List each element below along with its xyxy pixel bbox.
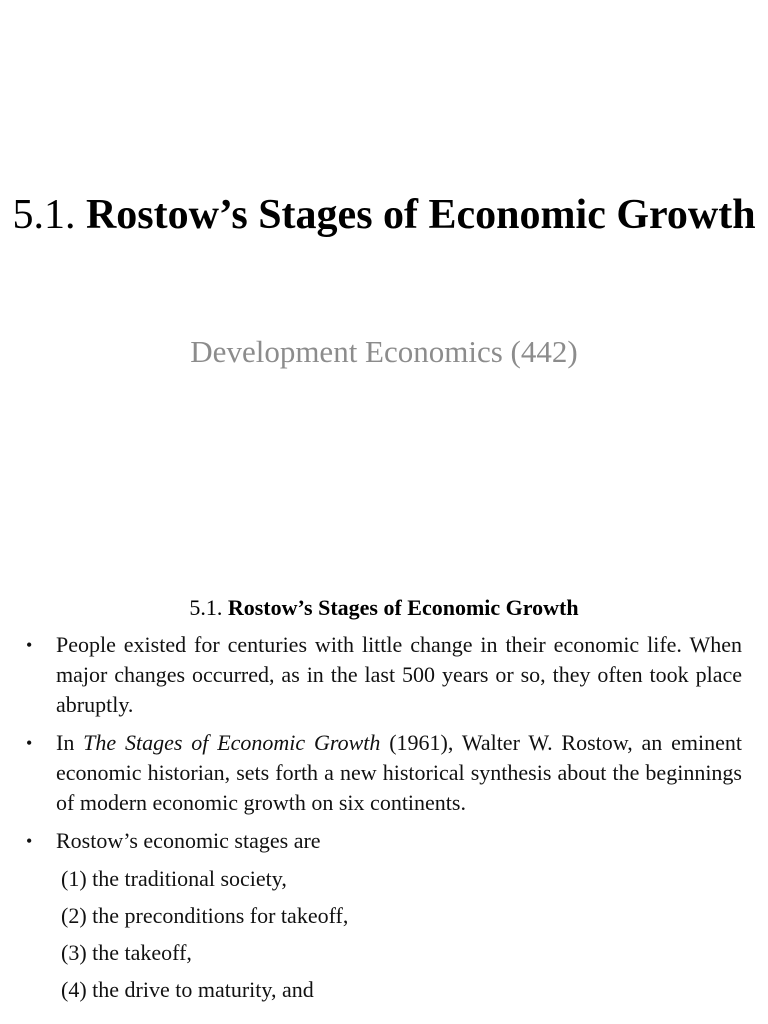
book-title: The Stages of Economic Growth [83, 730, 381, 755]
bullet-text-post: (1961), Walter W. Rostow, an eminent economic historian, sets forth a new historical synthesis about the beginnings of modern economic growth on six continents. [56, 730, 742, 815]
bullet-item [26, 630, 742, 720]
bullet-item [26, 826, 742, 856]
content-slide-title [0, 594, 768, 622]
stage-item-1: (1) the traditional society, [61, 866, 287, 891]
content-slide-title-text: Rostow’s Stages of Economic Growth [227, 595, 579, 620]
bullet-text-pre: In [56, 730, 84, 755]
bullet-dot-icon: • [26, 831, 33, 851]
bullet-dot-icon: • [26, 635, 33, 655]
bullet-text: Rostow’s economic stages are [56, 828, 321, 853]
stage-item-2: (2) the preconditions for takeoff, [61, 903, 349, 928]
slide-subtitle: Development Economics (442) [190, 334, 578, 369]
content-slide-title-number: 5.1. [189, 595, 223, 620]
stage-item-4: (4) the drive to maturity, and [61, 977, 314, 1002]
slide-title-number: 5.1. [12, 192, 76, 238]
content-slide [0, 560, 768, 1024]
slide-title-text: Rostow’s Stages of Economic Growth [85, 192, 756, 238]
bullet-dot-icon: • [26, 733, 33, 753]
slide-title [0, 188, 768, 242]
stage-item-3: (3) the takeoff, [61, 940, 192, 965]
bullet-item [26, 728, 742, 818]
bullet-text: People existed for centuries with little change in their economic life. When major changes occurred, as in the last 500 years or so, they often took place abruptly. [56, 632, 742, 717]
bullet-list [0, 630, 768, 1012]
